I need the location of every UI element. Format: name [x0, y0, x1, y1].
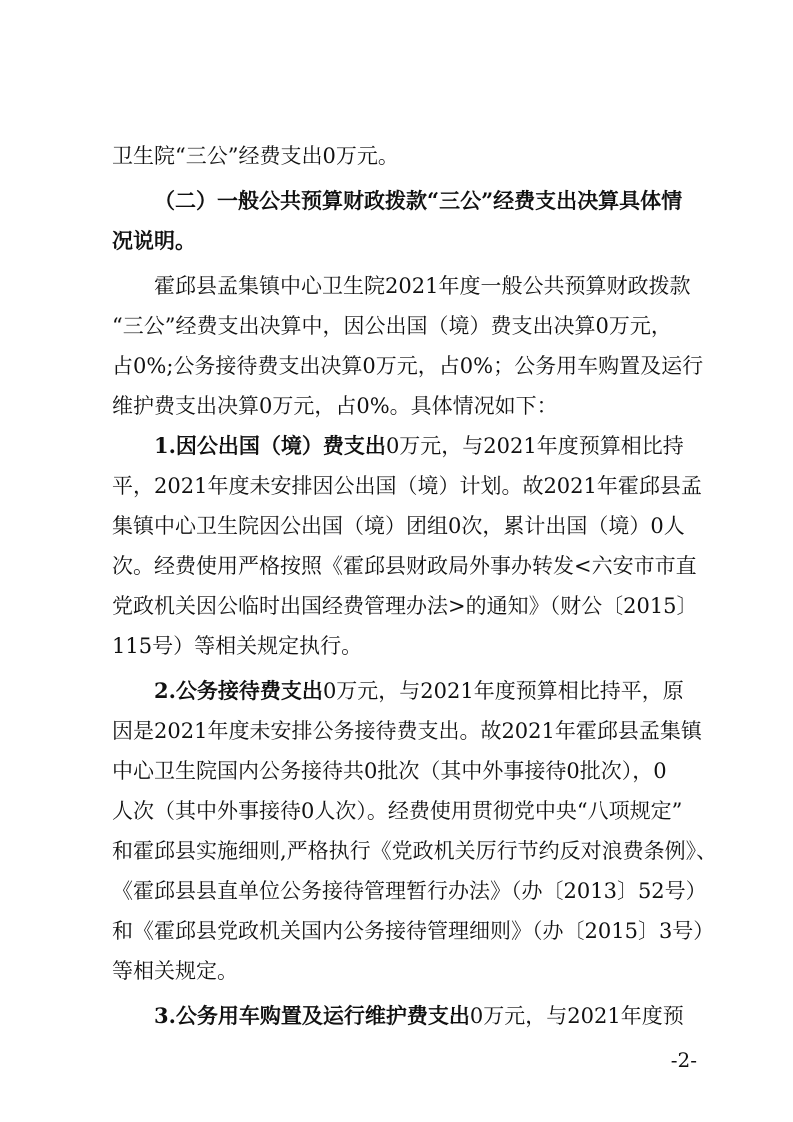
paragraph-4-line-4	[112, 551, 697, 581]
paragraph-4-line-1	[154, 431, 693, 461]
body-text: 人次（其中外事接待0人次）。经费使用贯彻党中央“八项规定”	[112, 799, 683, 823]
body-text: 平，2021年度未安排因公出国（境）计划。故2021年霍邱县孟	[112, 474, 702, 498]
body-text: 等相关规定。	[112, 959, 238, 983]
paragraph-5-line-5	[112, 836, 718, 866]
paragraph-4-line-6	[112, 631, 693, 661]
paragraph-1-line-1	[112, 141, 693, 171]
section-heading-text: 况说明。	[112, 228, 196, 253]
body-text: 卫生院“三公”经费支出0万元。	[112, 144, 399, 168]
item-heading-text: 1.因公出国（境）费支出	[154, 433, 386, 458]
paragraph-3-line-2	[112, 311, 693, 341]
body-text: 集镇中心卫生院因公出国（境）团组0次，累计出国（境）0人	[112, 514, 685, 538]
body-text: 0万元，与2021年度预算相比持平，原	[322, 679, 684, 703]
paragraph-5-line-3	[112, 756, 693, 786]
paragraph-4-line-5	[112, 591, 698, 621]
body-text: 占0%;公务接待费支出决算0万元，占0%；公务用车购置及运行	[112, 354, 704, 378]
section-heading-line-1	[154, 186, 693, 216]
paragraph-5-line-4	[112, 796, 693, 826]
body-text: 维护费支出决算0万元，占0%。具体情况如下：	[112, 394, 558, 418]
paragraph-4-line-2	[112, 471, 702, 501]
body-text: 115号）等相关规定执行。	[112, 634, 363, 658]
page-number: -2-	[670, 1048, 697, 1072]
item-heading-text: 2.公务接待费支出	[154, 678, 323, 703]
paragraph-4-line-3	[112, 511, 693, 541]
item-heading-text: 3.公务用车购置及运行维护费支出	[154, 1003, 470, 1028]
body-text: 霍邱县孟集镇中心卫生院2021年度一般公共预算财政拨款	[154, 274, 691, 298]
section-heading-line-2	[112, 226, 693, 256]
body-text: 和霍邱县实施细则,严格执行《党政机关厉行节约反对浪费条例》、	[112, 839, 718, 863]
body-text: “三公”经费支出决算中，因公出国（境）费支出决算0万元，	[112, 314, 672, 338]
paragraph-5-line-6	[112, 876, 707, 906]
body-text: 0万元，与2021年度预算相比持	[385, 434, 684, 458]
paragraph-3-line-4	[112, 391, 693, 421]
body-text: 和《霍邱县党政机关国内公务接待管理细则》（办〔2015〕3号）	[112, 919, 715, 943]
body-text: 党政机关因公临时出国经费管理办法>的通知》（财公〔2015〕	[112, 594, 698, 618]
body-text: 因是2021年度未安排公务接待费支出。故2021年霍邱县孟集镇	[112, 719, 702, 743]
body-text: 0万元，与2021年度预	[469, 1004, 684, 1028]
body-text: 次。经费使用严格按照《霍邱县财政局外事办转发<六安市市直	[112, 554, 697, 578]
paragraph-3-line-1	[154, 271, 693, 301]
section-heading-text: （二）一般公共预算财政拨款“三公”经费支出决算具体情	[154, 188, 683, 213]
paragraph-6-line-1	[154, 1001, 693, 1031]
body-text: 中心卫生院国内公务接待共0批次（其中外事接待0批次），0	[112, 759, 667, 783]
paragraph-5-line-8	[112, 956, 693, 986]
paragraph-3-line-3	[112, 351, 704, 381]
paragraph-5-line-7	[112, 916, 715, 946]
paragraph-5-line-1	[154, 676, 693, 706]
body-text: 《霍邱县县直单位公务接待管理暂行办法》（办〔2013〕52号）	[112, 879, 707, 903]
paragraph-5-line-2	[112, 716, 702, 746]
